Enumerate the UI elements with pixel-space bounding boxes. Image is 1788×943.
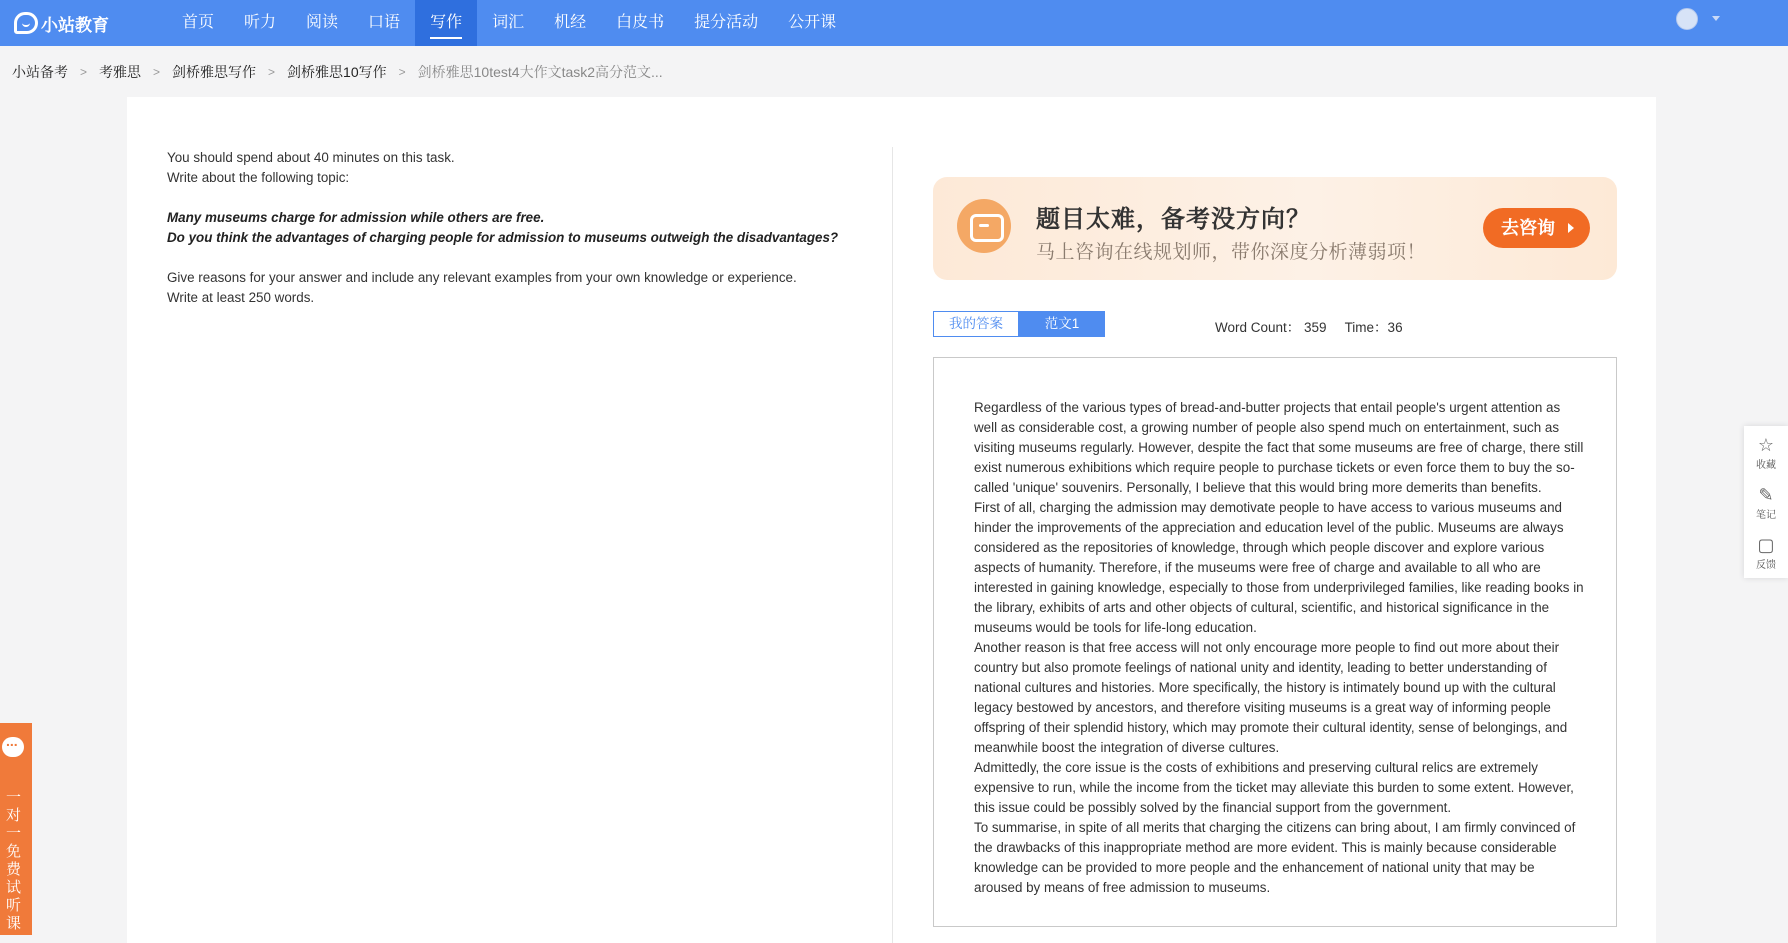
essay-paragraph: First of all, charging the admission may demotivate people to have access to various museums and hinder the improvements of the appreciation and education level of the public. Museums are always considered as the repositories of knowledge, through which people discover and explore various aspects of humanity. Therefore, if the museums were free of charge and available to all who are interested in gaining knowledge, especially to those from underprivileged families, like reading books in the library, exhibits of arts and other objects of cultural, scientific, and historical significance in the museums would be tools for life-long education. bbox=[974, 500, 1584, 635]
essay-paragraph: Another reason is that free access will not only encourage more people to find out more about their country but also promote feelings of national unity and identity, leading to better understanding of national cultures and histories. More specifically, the history is intimately bound up with the cultural legacy bestowed by ancestors, and therefore visiting museums is a great way of informing people offspring of their splendid history, which may promote their cultural identity, sense of belongings, and meanwhile boost the integration of diverse cultures. bbox=[974, 640, 1568, 755]
chevron-right-icon: > bbox=[80, 65, 88, 79]
favorite-button[interactable] bbox=[1744, 434, 1788, 471]
word-count: Word Count： 359 bbox=[1215, 320, 1327, 335]
nav-item-reading[interactable]: 阅读 bbox=[306, 14, 339, 31]
chevron-right-icon: > bbox=[268, 65, 276, 79]
chat-bot-icon bbox=[957, 199, 1011, 253]
free-trial-label: 一对一免费试听课 bbox=[6, 789, 22, 932]
banner-title: 题目太难，备考没方向？ bbox=[1036, 206, 1311, 233]
feedback-button[interactable] bbox=[1744, 534, 1788, 571]
top-nav bbox=[0, 0, 1788, 46]
caret-right-icon bbox=[1568, 223, 1574, 233]
nav-item-open-class[interactable]: 公开课 bbox=[788, 14, 837, 31]
banner-subtitle: 马上咨询在线规划师，带你深度分析薄弱项！ bbox=[1036, 242, 1427, 263]
nav-item-activities[interactable]: 提分活动 bbox=[694, 14, 759, 31]
nav-item-whitepaper[interactable]: 白皮书 bbox=[616, 14, 665, 31]
nav-item-home[interactable]: 首页 bbox=[182, 14, 215, 31]
logo-text: 小站教育 bbox=[41, 15, 109, 35]
essay-text bbox=[974, 398, 1584, 898]
feedback-icon: ▢ bbox=[1757, 535, 1775, 555]
main-menu bbox=[167, 0, 851, 46]
notes-button[interactable] bbox=[1744, 484, 1788, 521]
consult-banner[interactable] bbox=[933, 177, 1617, 280]
chevron-down-icon[interactable] bbox=[1712, 16, 1720, 21]
essay-stats bbox=[1215, 316, 1421, 336]
prompt-line: You should spend about 40 minutes on this task. bbox=[167, 150, 455, 165]
chevron-right-icon: > bbox=[153, 65, 161, 79]
feedback-label: 反馈 bbox=[1756, 560, 1776, 571]
nav-item-listening[interactable]: 听力 bbox=[244, 14, 277, 31]
chat-bubble-icon bbox=[2, 737, 24, 757]
favorite-label: 收藏 bbox=[1756, 460, 1776, 471]
breadcrumb-item[interactable]: 考雅思 bbox=[99, 64, 142, 80]
prompt-line: Write about the following topic: bbox=[167, 170, 350, 185]
side-toolbar bbox=[1744, 426, 1788, 578]
breadcrumb-item[interactable]: 剑桥雅思10写作 bbox=[287, 64, 387, 80]
free-trial-tab[interactable] bbox=[0, 723, 32, 935]
notes-label: 笔记 bbox=[1756, 510, 1776, 521]
prompt-line: Give reasons for your answer and include any relevant examples from your own knowledge or experience. bbox=[167, 270, 797, 285]
chevron-right-icon: > bbox=[398, 65, 406, 79]
prompt-line: Write at least 250 words. bbox=[167, 290, 315, 305]
nav-item-vocabulary[interactable]: 词汇 bbox=[492, 14, 525, 31]
task-prompt bbox=[167, 148, 877, 308]
tab-sample-1[interactable]: 范文1 bbox=[1019, 311, 1105, 337]
consult-button-label: 去咨询 bbox=[1501, 218, 1555, 238]
essay-paragraph: Admittedly, the core issue is the costs of exhibitions and preserving cultural relics are extremely expensive to run, while the income from the ticket may alleviate this burden to some extent. However, this issue could be possibly solved by the financial support from the government. bbox=[974, 760, 1574, 815]
star-icon: ☆ bbox=[1757, 435, 1775, 455]
column-divider bbox=[892, 147, 893, 943]
avatar[interactable] bbox=[1676, 8, 1698, 30]
essay-paragraph: To summarise, in spite of all merits that charging the citizens can bring about, I am firmly convinced of the drawbacks of this inappropriate method are more evident. This is mainly because considerable knowledge can be provided to more people and the enhancement of national unity that may be aroused by means of free admission to museums. bbox=[974, 820, 1576, 895]
logo-icon bbox=[14, 12, 38, 34]
breadcrumb-item[interactable]: 小站备考 bbox=[12, 64, 68, 80]
breadcrumb-item[interactable]: 剑桥雅思写作 bbox=[172, 64, 257, 80]
brand-logo[interactable] bbox=[14, 10, 109, 36]
topic-line: Many museums charge for admission while others are free. bbox=[167, 210, 545, 225]
topic-line: Do you think the advantages of charging people for admission to museums outweigh the disadvantages? bbox=[167, 230, 839, 245]
nav-item-speaking[interactable]: 口语 bbox=[368, 14, 401, 31]
essay-paragraph: Regardless of the various types of bread-and-butter projects that entail people's urgent attention as well as considerable cost, a growing number of people also spend much on entertainment, such as visiting museums regularly. However, despite the fact that some museums are free of charge, there still exist numerous exhibitions which require people to purchase tickets or even force them to buy the so-called 'unique' souvenirs. Personally, I believe that this would bring more demerits than benefits. bbox=[974, 400, 1584, 495]
breadcrumb-current: 剑桥雅思10test4大作文task2高分范文... bbox=[417, 64, 663, 80]
time-count: Time：36 bbox=[1344, 320, 1403, 335]
breadcrumb bbox=[12, 62, 663, 82]
answer-tabs bbox=[933, 311, 1105, 337]
pencil-icon: ✎ bbox=[1758, 485, 1774, 505]
essay-box bbox=[933, 357, 1617, 927]
nav-item-writing[interactable]: 写作 bbox=[415, 0, 477, 46]
tab-my-answer[interactable]: 我的答案 bbox=[933, 311, 1019, 337]
nav-item-exam-recall[interactable]: 机经 bbox=[554, 14, 587, 31]
consult-button[interactable] bbox=[1483, 208, 1590, 248]
